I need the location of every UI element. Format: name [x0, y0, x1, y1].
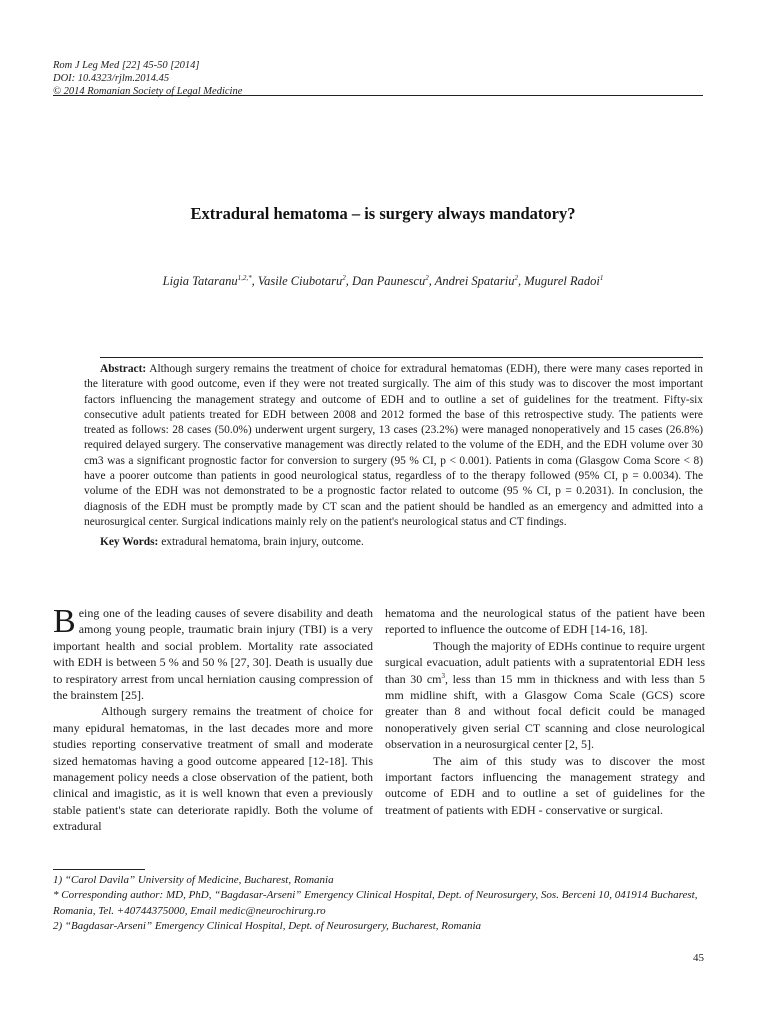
journal-citation: Rom J Leg Med [22] 45-50 [2014]: [53, 60, 200, 71]
body-paragraph: Although surgery remains the treatment of choice for many epidural hematomas, in the last decades more and more studies reporting conservative treatment of small and moderate sized hematomas having a good outcome appeared [12-18]. This management policy needs a close observation of the patient, both clinical and imagistic, as it is well known that even a previously stable patient's state can deteriorate rapidly. Both the volume of extradural: [53, 704, 373, 834]
abstract-divider: [100, 357, 703, 358]
author: Andrei Spatariu$^2$,: [434, 273, 525, 288]
keywords-label: Key Words:: [100, 536, 159, 548]
journal-header: [53, 59, 703, 98]
drop-cap: B: [53, 603, 76, 640]
footnote: 1) “Carol Davila” University of Medicine, Bucharest, Romania: [53, 874, 334, 886]
body-paragraph: The aim of this study was to discover the most important factors influencing the management strategy and outcome of EDH and to outline a set of guidelines for the treatment of patients with EDH - conservative or surgical.: [385, 753, 705, 817]
body-paragraph: hematoma and the neurological status of the patient have been reported to influence the outcome of EDH [14-16, 18].: [385, 606, 705, 637]
footnotes: [53, 873, 713, 934]
copyright-line: © 2014 Romanian Society of Legal Medicine: [53, 86, 243, 97]
body-column-right: [385, 605, 705, 818]
abstract-text: Although surgery remains the treatment of choice for extradural hematomas (EDH), there were many cases reported in the literature with good outcome, even if they were not treated surgically. The aim of this study was to discover the most important factors influencing the management strategy and outcome of EDH and to outline a set of guidelines for the treatment. Fifty-six consecutive adult patients treated for EDH between 2008 and 2012 formed the base of this retrospective study. The patients were treated as follows: 28 cases (50.0%) underwent urgent surgery, 13 cases (23.2%) were managed nonoperatively and 15 cases (26.8%) required delayed surgery. The conservative management was directly related to the volume of the EDH, and the EDH volume over 30 cm3 was a significant prognostic factor for conversion to surgery (95 % CI, p < 0.001). Patients in coma (Glasgow Coma Score < 8) have a poorer outcome than patients in good neurological status, regardless of to the therapy followed (95% CI, p = 0.0034). The volume of the EDH was not demonstrated to be a prognostic factor related to outcome (95 % CI, p = 0.2031). In conclusion, the diagnosis of the EDH must be promptly made by CT scan and the patient should be handled as an emergency and admitted into a neurosurgical center. Surgical indications mainly rely on the patient's neurological status and CT findings.: [84, 363, 703, 528]
author: Ligia Tataranu$^{1,2,*}$,: [162, 273, 258, 288]
header-divider: [53, 95, 703, 96]
keywords-text: extradural hematoma, brain injury, outcome.: [161, 536, 364, 548]
author: Mugurel Radoi$^1$: [524, 273, 604, 288]
abstract: [84, 362, 703, 530]
author-list: [53, 274, 713, 289]
body-paragraph: Being one of the leading causes of severe disability and death among young people, traumatic brain injury (TBI) is a very important health and social problem. Mortality rate associated with EDH is between 5 % and 50 % [27, 30]. Death is usually due to respiratory arrest from uncal herniation causing compression of the brainstem [25].: [53, 603, 373, 703]
author: Vasile Ciubotaru$^2$,: [257, 273, 352, 288]
body-paragraph: Though the majority of EDHs continue to require urgent surgical evacuation, adult patients with a supratentorial EDH less than 30 $cm^3$, less than 15 mm in thickness and with less than 5 mm midline shift, with a Glasgow Coma Scale (GCS) score greater than 8 and without focal deficit could be managed nonoperatively given serial CT scanning and close neurological observation in a neurosurgical center [2, 5].: [385, 638, 705, 752]
keywords: [100, 535, 703, 550]
doi-line: DOI: 10.4323/rjlm.2014.45: [53, 73, 170, 84]
page-number: 45: [693, 952, 704, 964]
author: Dan Paunescu$^2$,: [351, 273, 435, 288]
footnote: 2) “Bagdasar-Arseni” Emergency Clinical Hospital, Dept. of Neurosurgery, Bucharest, Romania: [53, 919, 482, 932]
body-column-left: [53, 605, 373, 835]
abstract-label: Abstract:: [100, 363, 147, 375]
footnote-divider: [53, 869, 145, 870]
footnote: * Corresponding author: MD, PhD, “Bagdasar-Arseni” Emergency Clinical Hospital, Dept. of Neurosurgery, Sos. Berceni 10, 041914 Bucharest, Romania, Tel. +40744375000, Email medic@neurochirurg.ro: [53, 889, 698, 917]
paper-title: Extradural hematoma – is surgery always mandatory?: [190, 204, 576, 223]
